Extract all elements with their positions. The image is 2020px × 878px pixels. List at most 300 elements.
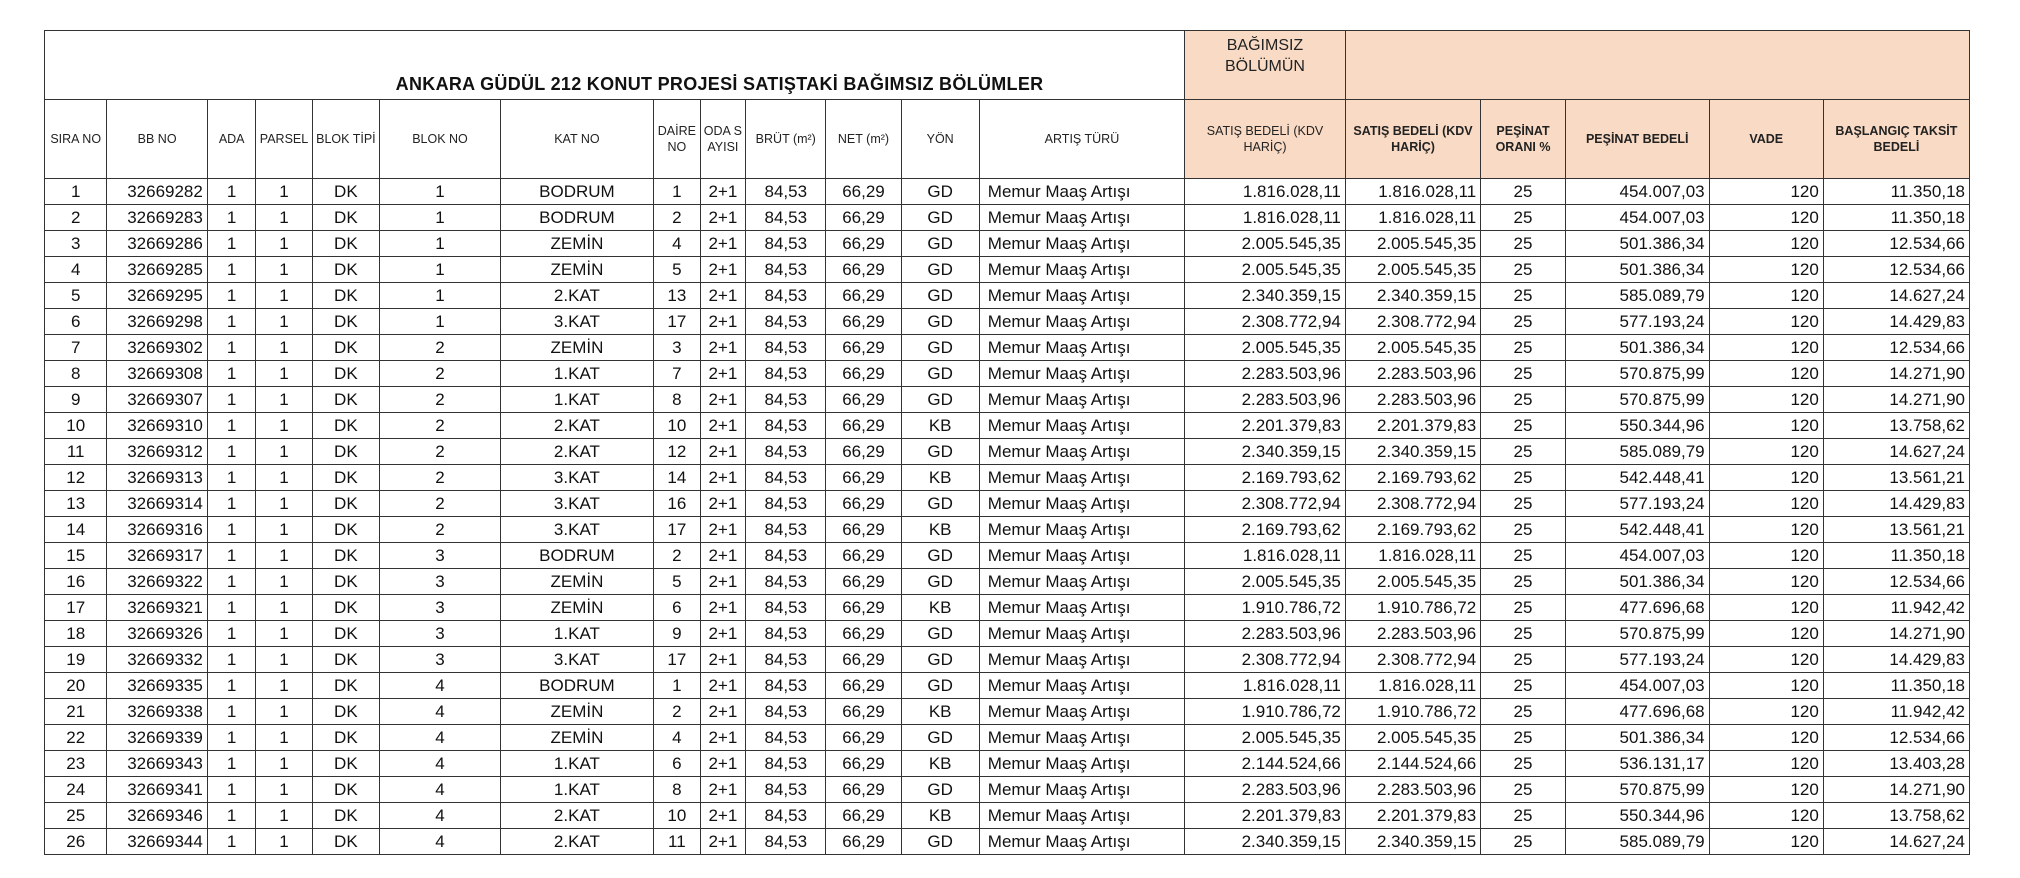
cell-ada: 1 xyxy=(207,777,256,803)
cell-pesinat-bedeli: 585.089,79 xyxy=(1565,283,1709,309)
cell-blok-tipi: DK xyxy=(312,829,380,855)
cell-pesinat-orani: 25 xyxy=(1481,179,1566,205)
cell-satis-bedeli-1: 2.005.545,35 xyxy=(1185,335,1346,361)
cell-blok-no: 4 xyxy=(380,803,501,829)
table-row xyxy=(45,569,1970,595)
cell-blok-no: 3 xyxy=(380,543,501,569)
table-row xyxy=(45,543,1970,569)
cell-pesinat-bedeli: 501.386,34 xyxy=(1565,257,1709,283)
cell-yon: GD xyxy=(901,205,979,231)
table-row xyxy=(45,335,1970,361)
cell-blok-tipi: DK xyxy=(312,803,380,829)
cell-blok-tipi: DK xyxy=(312,699,380,725)
cell-vade: 120 xyxy=(1709,751,1823,777)
cell-kat-no: BODRUM xyxy=(500,543,653,569)
cell-oda-sayisi: 2+1 xyxy=(700,231,745,257)
cell-baslangic-taksit: 14.429,83 xyxy=(1823,647,1969,673)
cell-bb-no: 32669326 xyxy=(107,621,207,647)
cell-yon: GD xyxy=(901,439,979,465)
cell-yon: GD xyxy=(901,543,979,569)
cell-ada: 1 xyxy=(207,673,256,699)
table-row xyxy=(45,699,1970,725)
cell-satis-bedeli-1: 2.308.772,94 xyxy=(1185,491,1346,517)
cell-daire-no: 2 xyxy=(654,543,701,569)
cell-satis-bedeli-2: 2.308.772,94 xyxy=(1345,309,1480,335)
sales-table xyxy=(44,30,1970,855)
table-row xyxy=(45,673,1970,699)
cell-vade: 120 xyxy=(1709,283,1823,309)
cell-yon: GD xyxy=(901,725,979,751)
cell-brut: 84,53 xyxy=(746,673,826,699)
cell-yon: KB xyxy=(901,413,979,439)
cell-parsel: 1 xyxy=(256,413,312,439)
cell-satis-bedeli-1: 2.201.379,83 xyxy=(1185,413,1346,439)
cell-artis-turu: Memur Maaş Artışı xyxy=(979,725,1184,751)
cell-artis-turu: Memur Maaş Artışı xyxy=(979,361,1184,387)
cell-blok-tipi: DK xyxy=(312,673,380,699)
cell-net: 66,29 xyxy=(826,699,901,725)
cell-blok-no: 3 xyxy=(380,569,501,595)
cell-blok-tipi: DK xyxy=(312,777,380,803)
cell-kat-no: 2.KAT xyxy=(500,829,653,855)
cell-parsel: 1 xyxy=(256,439,312,465)
cell-net: 66,29 xyxy=(826,335,901,361)
cell-satis-bedeli-2: 2.005.545,35 xyxy=(1345,569,1480,595)
cell-artis-turu: Memur Maaş Artışı xyxy=(979,517,1184,543)
cell-blok-no: 2 xyxy=(380,517,501,543)
cell-satis-bedeli-2: 2.308.772,94 xyxy=(1345,491,1480,517)
cell-baslangic-taksit: 11.350,18 xyxy=(1823,543,1969,569)
cell-artis-turu: Memur Maaş Artışı xyxy=(979,543,1184,569)
cell-satis-bedeli-2: 1.816.028,11 xyxy=(1345,179,1480,205)
cell-parsel: 1 xyxy=(256,751,312,777)
cell-yon: GD xyxy=(901,387,979,413)
cell-satis-bedeli-2: 1.910.786,72 xyxy=(1345,699,1480,725)
cell-artis-turu: Memur Maaş Artışı xyxy=(979,673,1184,699)
cell-pesinat-orani: 25 xyxy=(1481,439,1566,465)
cell-sira-no: 25 xyxy=(45,803,107,829)
cell-brut: 84,53 xyxy=(746,179,826,205)
cell-blok-no: 2 xyxy=(380,439,501,465)
cell-oda-sayisi: 2+1 xyxy=(700,621,745,647)
cell-parsel: 1 xyxy=(256,569,312,595)
cell-sira-no: 8 xyxy=(45,361,107,387)
cell-pesinat-bedeli: 501.386,34 xyxy=(1565,231,1709,257)
cell-satis-bedeli-2: 1.816.028,11 xyxy=(1345,543,1480,569)
cell-pesinat-orani: 25 xyxy=(1481,309,1566,335)
cell-kat-no: BODRUM xyxy=(500,205,653,231)
cell-satis-bedeli-2: 2.283.503,96 xyxy=(1345,621,1480,647)
cell-ada: 1 xyxy=(207,647,256,673)
cell-blok-no: 2 xyxy=(380,413,501,439)
table-row xyxy=(45,387,1970,413)
cell-net: 66,29 xyxy=(826,543,901,569)
cell-satis-bedeli-1: 2.201.379,83 xyxy=(1185,803,1346,829)
cell-satis-bedeli-1: 2.005.545,35 xyxy=(1185,569,1346,595)
cell-blok-tipi: DK xyxy=(312,725,380,751)
cell-sira-no: 7 xyxy=(45,335,107,361)
cell-yon: GD xyxy=(901,309,979,335)
table-row xyxy=(45,491,1970,517)
cell-brut: 84,53 xyxy=(746,725,826,751)
cell-net: 66,29 xyxy=(826,465,901,491)
cell-satis-bedeli-2: 2.169.793,62 xyxy=(1345,517,1480,543)
cell-oda-sayisi: 2+1 xyxy=(700,491,745,517)
col-header-brut: BRÜT (m²) xyxy=(746,100,826,179)
cell-bb-no: 32669314 xyxy=(107,491,207,517)
cell-baslangic-taksit: 11.350,18 xyxy=(1823,673,1969,699)
table-row xyxy=(45,179,1970,205)
cell-pesinat-orani: 25 xyxy=(1481,829,1566,855)
cell-baslangic-taksit: 11.350,18 xyxy=(1823,205,1969,231)
cell-oda-sayisi: 2+1 xyxy=(700,309,745,335)
cell-daire-no: 12 xyxy=(654,439,701,465)
cell-bb-no: 32669338 xyxy=(107,699,207,725)
cell-baslangic-taksit: 13.403,28 xyxy=(1823,751,1969,777)
cell-vade: 120 xyxy=(1709,777,1823,803)
cell-parsel: 1 xyxy=(256,283,312,309)
col-header-satis-bedeli-2: SATIŞ BEDELİ (KDV HARİÇ) xyxy=(1345,100,1480,179)
cell-pesinat-orani: 25 xyxy=(1481,699,1566,725)
cell-brut: 84,53 xyxy=(746,387,826,413)
cell-yon: KB xyxy=(901,751,979,777)
cell-kat-no: ZEMİN xyxy=(500,699,653,725)
cell-brut: 84,53 xyxy=(746,803,826,829)
cell-yon: GD xyxy=(901,283,979,309)
cell-daire-no: 1 xyxy=(654,673,701,699)
cell-ada: 1 xyxy=(207,205,256,231)
cell-baslangic-taksit: 11.350,18 xyxy=(1823,179,1969,205)
cell-vade: 120 xyxy=(1709,413,1823,439)
cell-daire-no: 9 xyxy=(654,621,701,647)
cell-kat-no: 2.KAT xyxy=(500,283,653,309)
table-row xyxy=(45,595,1970,621)
cell-ada: 1 xyxy=(207,283,256,309)
cell-oda-sayisi: 2+1 xyxy=(700,283,745,309)
cell-oda-sayisi: 2+1 xyxy=(700,569,745,595)
cell-satis-bedeli-1: 1.816.028,11 xyxy=(1185,205,1346,231)
cell-vade: 120 xyxy=(1709,569,1823,595)
cell-ada: 1 xyxy=(207,439,256,465)
cell-satis-bedeli-1: 2.283.503,96 xyxy=(1185,777,1346,803)
cell-oda-sayisi: 2+1 xyxy=(700,439,745,465)
cell-yon: GD xyxy=(901,673,979,699)
cell-satis-bedeli-2: 2.340.359,15 xyxy=(1345,283,1480,309)
cell-artis-turu: Memur Maaş Artışı xyxy=(979,387,1184,413)
cell-sira-no: 23 xyxy=(45,751,107,777)
cell-blok-tipi: DK xyxy=(312,309,380,335)
cell-pesinat-orani: 25 xyxy=(1481,465,1566,491)
cell-vade: 120 xyxy=(1709,491,1823,517)
cell-brut: 84,53 xyxy=(746,283,826,309)
cell-net: 66,29 xyxy=(826,439,901,465)
cell-vade: 120 xyxy=(1709,309,1823,335)
cell-daire-no: 2 xyxy=(654,205,701,231)
cell-bb-no: 32669341 xyxy=(107,777,207,803)
cell-satis-bedeli-2: 2.005.545,35 xyxy=(1345,335,1480,361)
cell-brut: 84,53 xyxy=(746,465,826,491)
cell-pesinat-bedeli: 454.007,03 xyxy=(1565,673,1709,699)
cell-vade: 120 xyxy=(1709,179,1823,205)
col-header-pesinat-orani: PEŞİNAT ORANI % xyxy=(1481,100,1566,179)
cell-oda-sayisi: 2+1 xyxy=(700,257,745,283)
cell-artis-turu: Memur Maaş Artışı xyxy=(979,413,1184,439)
cell-blok-no: 3 xyxy=(380,621,501,647)
cell-baslangic-taksit: 14.271,90 xyxy=(1823,621,1969,647)
cell-vade: 120 xyxy=(1709,465,1823,491)
cell-satis-bedeli-2: 2.340.359,15 xyxy=(1345,439,1480,465)
cell-blok-tipi: DK xyxy=(312,595,380,621)
cell-yon: GD xyxy=(901,647,979,673)
cell-blok-tipi: DK xyxy=(312,647,380,673)
cell-satis-bedeli-2: 1.816.028,11 xyxy=(1345,205,1480,231)
cell-bb-no: 32669316 xyxy=(107,517,207,543)
cell-oda-sayisi: 2+1 xyxy=(700,361,745,387)
cell-parsel: 1 xyxy=(256,361,312,387)
cell-pesinat-bedeli: 570.875,99 xyxy=(1565,387,1709,413)
cell-baslangic-taksit: 14.627,24 xyxy=(1823,283,1969,309)
table-row xyxy=(45,751,1970,777)
cell-baslangic-taksit: 14.271,90 xyxy=(1823,361,1969,387)
cell-satis-bedeli-2: 2.005.545,35 xyxy=(1345,257,1480,283)
cell-ada: 1 xyxy=(207,829,256,855)
cell-brut: 84,53 xyxy=(746,751,826,777)
cell-artis-turu: Memur Maaş Artışı xyxy=(979,491,1184,517)
cell-satis-bedeli-1: 2.340.359,15 xyxy=(1185,283,1346,309)
cell-satis-bedeli-2: 2.201.379,83 xyxy=(1345,803,1480,829)
cell-oda-sayisi: 2+1 xyxy=(700,179,745,205)
cell-sira-no: 18 xyxy=(45,621,107,647)
cell-baslangic-taksit: 13.758,62 xyxy=(1823,803,1969,829)
cell-artis-turu: Memur Maaş Artışı xyxy=(979,179,1184,205)
cell-vade: 120 xyxy=(1709,673,1823,699)
cell-blok-tipi: DK xyxy=(312,335,380,361)
cell-ada: 1 xyxy=(207,231,256,257)
cell-yon: GD xyxy=(901,361,979,387)
cell-pesinat-orani: 25 xyxy=(1481,387,1566,413)
cell-oda-sayisi: 2+1 xyxy=(700,517,745,543)
cell-yon: KB xyxy=(901,595,979,621)
cell-net: 66,29 xyxy=(826,413,901,439)
table-row xyxy=(45,309,1970,335)
cell-blok-no: 3 xyxy=(380,647,501,673)
cell-bb-no: 32669285 xyxy=(107,257,207,283)
cell-ada: 1 xyxy=(207,569,256,595)
cell-oda-sayisi: 2+1 xyxy=(700,595,745,621)
cell-brut: 84,53 xyxy=(746,777,826,803)
cell-baslangic-taksit: 11.942,42 xyxy=(1823,595,1969,621)
cell-parsel: 1 xyxy=(256,803,312,829)
cell-parsel: 1 xyxy=(256,829,312,855)
cell-pesinat-bedeli: 501.386,34 xyxy=(1565,335,1709,361)
cell-kat-no: BODRUM xyxy=(500,179,653,205)
cell-blok-no: 1 xyxy=(380,309,501,335)
cell-blok-no: 4 xyxy=(380,777,501,803)
cell-pesinat-bedeli: 454.007,03 xyxy=(1565,543,1709,569)
cell-artis-turu: Memur Maaş Artışı xyxy=(979,335,1184,361)
table-row xyxy=(45,283,1970,309)
cell-parsel: 1 xyxy=(256,465,312,491)
table-row xyxy=(45,413,1970,439)
cell-baslangic-taksit: 12.534,66 xyxy=(1823,569,1969,595)
cell-blok-tipi: DK xyxy=(312,179,380,205)
cell-net: 66,29 xyxy=(826,647,901,673)
cell-vade: 120 xyxy=(1709,647,1823,673)
cell-kat-no: ZEMİN xyxy=(500,257,653,283)
cell-satis-bedeli-2: 2.005.545,35 xyxy=(1345,725,1480,751)
cell-blok-tipi: DK xyxy=(312,491,380,517)
cell-daire-no: 8 xyxy=(654,387,701,413)
cell-blok-tipi: DK xyxy=(312,569,380,595)
cell-oda-sayisi: 2+1 xyxy=(700,725,745,751)
cell-pesinat-orani: 25 xyxy=(1481,517,1566,543)
cell-net: 66,29 xyxy=(826,517,901,543)
cell-sira-no: 22 xyxy=(45,725,107,751)
cell-baslangic-taksit: 12.534,66 xyxy=(1823,335,1969,361)
cell-yon: GD xyxy=(901,569,979,595)
cell-satis-bedeli-1: 2.283.503,96 xyxy=(1185,361,1346,387)
cell-ada: 1 xyxy=(207,309,256,335)
cell-daire-no: 6 xyxy=(654,751,701,777)
cell-net: 66,29 xyxy=(826,491,901,517)
cell-blok-no: 3 xyxy=(380,595,501,621)
col-header-parsel: PARSEL xyxy=(256,100,312,179)
cell-blok-tipi: DK xyxy=(312,543,380,569)
cell-pesinat-bedeli: 454.007,03 xyxy=(1565,179,1709,205)
cell-pesinat-orani: 25 xyxy=(1481,361,1566,387)
cell-satis-bedeli-1: 1.816.028,11 xyxy=(1185,543,1346,569)
cell-kat-no: 1.KAT xyxy=(500,387,653,413)
cell-satis-bedeli-2: 2.144.524,66 xyxy=(1345,751,1480,777)
cell-brut: 84,53 xyxy=(746,439,826,465)
cell-bb-no: 32669310 xyxy=(107,413,207,439)
cell-sira-no: 21 xyxy=(45,699,107,725)
cell-artis-turu: Memur Maaş Artışı xyxy=(979,699,1184,725)
cell-artis-turu: Memur Maaş Artışı xyxy=(979,803,1184,829)
cell-bb-no: 32669307 xyxy=(107,387,207,413)
cell-sira-no: 15 xyxy=(45,543,107,569)
cell-bb-no: 32669302 xyxy=(107,335,207,361)
cell-sira-no: 10 xyxy=(45,413,107,439)
cell-daire-no: 13 xyxy=(654,283,701,309)
cell-kat-no: ZEMİN xyxy=(500,595,653,621)
cell-parsel: 1 xyxy=(256,205,312,231)
cell-satis-bedeli-2: 2.283.503,96 xyxy=(1345,777,1480,803)
col-header-pesinat-bedeli: PEŞİNAT BEDELİ xyxy=(1565,100,1709,179)
table-title: ANKARA GÜDÜL 212 KONUT PROJESİ SATIŞTAKİ BAĞIMSIZ BÖLÜMLER xyxy=(395,74,1044,94)
cell-ada: 1 xyxy=(207,517,256,543)
cell-artis-turu: Memur Maaş Artışı xyxy=(979,777,1184,803)
cell-baslangic-taksit: 12.534,66 xyxy=(1823,257,1969,283)
col-header-ada: ADA xyxy=(207,100,256,179)
cell-oda-sayisi: 2+1 xyxy=(700,777,745,803)
cell-blok-no: 2 xyxy=(380,335,501,361)
cell-pesinat-orani: 25 xyxy=(1481,491,1566,517)
cell-satis-bedeli-2: 2.340.359,15 xyxy=(1345,829,1480,855)
cell-satis-bedeli-1: 2.340.359,15 xyxy=(1185,439,1346,465)
cell-daire-no: 10 xyxy=(654,413,701,439)
cell-pesinat-orani: 25 xyxy=(1481,621,1566,647)
cell-blok-no: 1 xyxy=(380,179,501,205)
section-header-fill xyxy=(1345,31,1969,100)
cell-bb-no: 32669335 xyxy=(107,673,207,699)
cell-blok-tipi: DK xyxy=(312,283,380,309)
cell-satis-bedeli-1: 2.169.793,62 xyxy=(1185,465,1346,491)
cell-artis-turu: Memur Maaş Artışı xyxy=(979,283,1184,309)
cell-oda-sayisi: 2+1 xyxy=(700,647,745,673)
cell-parsel: 1 xyxy=(256,517,312,543)
cell-yon: KB xyxy=(901,517,979,543)
table-row xyxy=(45,361,1970,387)
cell-bb-no: 32669322 xyxy=(107,569,207,595)
cell-yon: GD xyxy=(901,621,979,647)
cell-artis-turu: Memur Maaş Artışı xyxy=(979,231,1184,257)
cell-blok-tipi: DK xyxy=(312,751,380,777)
cell-brut: 84,53 xyxy=(746,569,826,595)
cell-kat-no: 2.KAT xyxy=(500,413,653,439)
cell-pesinat-orani: 25 xyxy=(1481,777,1566,803)
cell-ada: 1 xyxy=(207,751,256,777)
cell-yon: KB xyxy=(901,803,979,829)
cell-net: 66,29 xyxy=(826,205,901,231)
cell-pesinat-orani: 25 xyxy=(1481,231,1566,257)
cell-pesinat-bedeli: 570.875,99 xyxy=(1565,361,1709,387)
cell-parsel: 1 xyxy=(256,595,312,621)
cell-ada: 1 xyxy=(207,803,256,829)
cell-bb-no: 32669283 xyxy=(107,205,207,231)
cell-oda-sayisi: 2+1 xyxy=(700,335,745,361)
cell-blok-no: 1 xyxy=(380,257,501,283)
cell-kat-no: 1.KAT xyxy=(500,777,653,803)
cell-blok-no: 1 xyxy=(380,205,501,231)
cell-net: 66,29 xyxy=(826,621,901,647)
cell-parsel: 1 xyxy=(256,647,312,673)
cell-sira-no: 17 xyxy=(45,595,107,621)
cell-blok-no: 2 xyxy=(380,491,501,517)
cell-kat-no: 3.KAT xyxy=(500,647,653,673)
cell-bb-no: 32669295 xyxy=(107,283,207,309)
cell-brut: 84,53 xyxy=(746,335,826,361)
cell-vade: 120 xyxy=(1709,621,1823,647)
cell-vade: 120 xyxy=(1709,543,1823,569)
cell-artis-turu: Memur Maaş Artışı xyxy=(979,439,1184,465)
cell-daire-no: 5 xyxy=(654,569,701,595)
cell-vade: 120 xyxy=(1709,361,1823,387)
cell-artis-turu: Memur Maaş Artışı xyxy=(979,569,1184,595)
cell-satis-bedeli-1: 2.169.793,62 xyxy=(1185,517,1346,543)
cell-yon: GD xyxy=(901,491,979,517)
cell-pesinat-orani: 25 xyxy=(1481,205,1566,231)
cell-bb-no: 32669286 xyxy=(107,231,207,257)
cell-bb-no: 32669321 xyxy=(107,595,207,621)
cell-blok-tipi: DK xyxy=(312,517,380,543)
cell-pesinat-orani: 25 xyxy=(1481,257,1566,283)
cell-parsel: 1 xyxy=(256,621,312,647)
cell-kat-no: ZEMİN xyxy=(500,335,653,361)
cell-oda-sayisi: 2+1 xyxy=(700,673,745,699)
cell-baslangic-taksit: 11.942,42 xyxy=(1823,699,1969,725)
cell-daire-no: 2 xyxy=(654,699,701,725)
cell-pesinat-bedeli: 585.089,79 xyxy=(1565,829,1709,855)
cell-blok-no: 4 xyxy=(380,829,501,855)
cell-pesinat-bedeli: 501.386,34 xyxy=(1565,725,1709,751)
cell-baslangic-taksit: 14.627,24 xyxy=(1823,439,1969,465)
cell-pesinat-bedeli: 477.696,68 xyxy=(1565,699,1709,725)
cell-daire-no: 17 xyxy=(654,517,701,543)
cell-bb-no: 32669332 xyxy=(107,647,207,673)
cell-daire-no: 5 xyxy=(654,257,701,283)
cell-kat-no: ZEMİN xyxy=(500,569,653,595)
